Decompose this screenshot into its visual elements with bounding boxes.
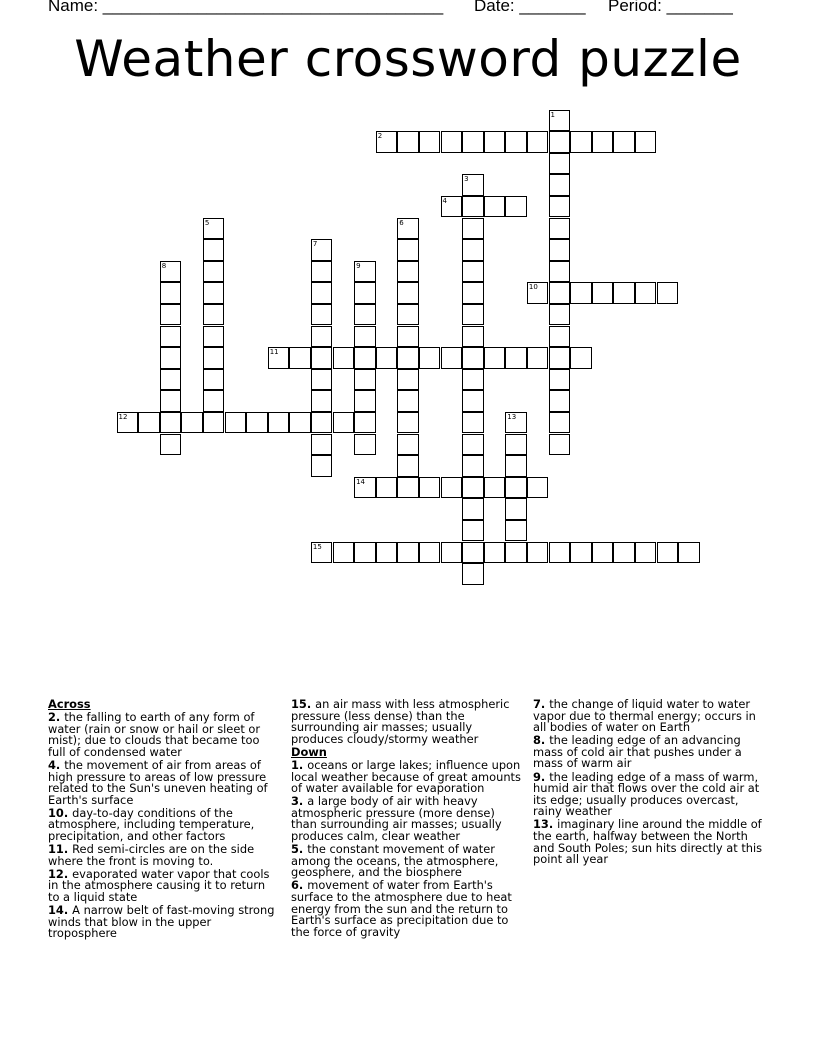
down-heading: Down	[291, 744, 327, 759]
clue-number: 14	[356, 477, 366, 486]
across-clue	[48, 712, 280, 758]
grid-cell[interactable]	[549, 412, 571, 434]
grid-cell[interactable]	[505, 131, 527, 153]
clue-number-label: 2.	[48, 710, 65, 725]
clue-text: the change of liquid water to water vapor due to thermal energy; occurs in all bodies of water on Earth	[533, 697, 756, 735]
across-clue	[291, 699, 523, 745]
grid-cell[interactable]	[160, 347, 182, 369]
grid-cell[interactable]	[397, 218, 419, 240]
clue-text: the falling to earth of any form of water (rain or snow or hail or sleet or mist); due to clouds that became too full of condensed water	[48, 710, 261, 759]
grid-cell[interactable]	[462, 304, 484, 326]
grid-cell[interactable]	[549, 282, 571, 304]
clue-text: an air mass with less atmospheric pressure (less dense) than the surrounding air masses; usually produces cloudy/stormy weather	[291, 697, 510, 746]
grid-cell[interactable]	[354, 477, 376, 499]
clue-text: a large body of air with heavy atmospheric pressure (more dense) than surrounding air masses; usually produces calm, clear weather	[291, 794, 502, 844]
grid-cell[interactable]	[462, 434, 484, 456]
grid-cell[interactable]	[354, 304, 376, 326]
grid-cell[interactable]	[311, 542, 333, 564]
grid-cell[interactable]	[376, 347, 398, 369]
grid-cell[interactable]	[549, 110, 571, 132]
grid-cell[interactable]	[505, 520, 527, 542]
grid-cell[interactable]	[635, 542, 657, 564]
grid-cell[interactable]	[289, 347, 311, 369]
clue-number-label: 3.	[291, 794, 308, 809]
down-clue	[533, 699, 765, 734]
grid-cell[interactable]	[678, 542, 700, 564]
clue-number: 6	[399, 218, 404, 227]
grid-cell[interactable]	[397, 434, 419, 456]
clue-number-label: 6.	[291, 878, 308, 893]
grid-cell[interactable]	[333, 347, 355, 369]
clue-number-label: 4.	[48, 757, 65, 772]
grid-cell[interactable]	[311, 390, 333, 412]
grid-cell[interactable]	[268, 347, 290, 369]
grid-cell[interactable]	[311, 304, 333, 326]
grid-cell[interactable]	[203, 369, 225, 391]
grid-cell[interactable]	[462, 282, 484, 304]
grid-cell[interactable]	[549, 304, 571, 326]
grid-cell[interactable]	[462, 520, 484, 542]
grid-cell[interactable]	[570, 131, 592, 153]
grid-cell[interactable]	[397, 369, 419, 391]
grid-cell[interactable]	[441, 477, 463, 499]
grid-cell[interactable]	[462, 369, 484, 391]
across-clue	[48, 844, 280, 867]
across-heading: Across	[48, 697, 91, 711]
grid-cell[interactable]	[376, 542, 398, 564]
clue-number-label: 12.	[48, 866, 73, 881]
grid-cell[interactable]	[311, 261, 333, 283]
grid-cell[interactable]	[549, 218, 571, 240]
clue-text: oceans or large lakes; influence upon local weather because of great amounts of water available for evaporation	[291, 757, 521, 796]
grid-cell[interactable]	[160, 282, 182, 304]
grid-cell[interactable]	[441, 131, 463, 153]
clue-number: 4	[442, 196, 447, 205]
period-field[interactable]: Period: _______	[608, 0, 733, 15]
grid-cell[interactable]	[527, 131, 549, 153]
grid-cell[interactable]	[419, 542, 441, 564]
grid-cell[interactable]	[397, 282, 419, 304]
grid-cell[interactable]	[462, 174, 484, 196]
grid-cell[interactable]	[462, 326, 484, 348]
clue-text: evaporated water vapor that cools in the atmosphere causing it to return to a liquid state	[48, 866, 270, 904]
across-clue	[48, 805, 280, 844]
grid-cell[interactable]	[505, 477, 527, 499]
grid-cell[interactable]	[592, 131, 614, 153]
grid-cell[interactable]	[354, 412, 376, 434]
clue-number: 5	[204, 218, 210, 227]
grid-cell[interactable]	[160, 390, 182, 412]
clue-number: 10	[528, 283, 538, 292]
grid-cell[interactable]	[592, 282, 614, 304]
grid-cell[interactable]	[505, 498, 527, 520]
grid-cell[interactable]	[570, 282, 592, 304]
down-clue	[533, 819, 765, 865]
grid-cell[interactable]	[549, 131, 571, 153]
grid-cell[interactable]	[311, 282, 333, 304]
grid-cell[interactable]	[268, 412, 290, 434]
grid-cell[interactable]	[484, 131, 506, 153]
grid-cell[interactable]	[397, 304, 419, 326]
grid-cell[interactable]	[203, 304, 225, 326]
grid-cell[interactable]	[527, 477, 549, 499]
grid-cell[interactable]	[376, 477, 398, 499]
grid-cell[interactable]	[181, 412, 203, 434]
grid-cell[interactable]	[203, 412, 225, 434]
grid-cell[interactable]	[397, 131, 419, 153]
grid-cell[interactable]	[462, 563, 484, 585]
clue-number: 7	[312, 240, 318, 249]
clue-number-label: 1.	[291, 757, 308, 772]
grid-cell[interactable]	[635, 282, 657, 304]
grid-cell[interactable]	[203, 239, 225, 261]
down-clue	[291, 844, 523, 879]
grid-cell[interactable]	[311, 369, 333, 391]
grid-cell[interactable]	[311, 347, 333, 369]
grid-cell[interactable]	[462, 390, 484, 412]
grid-cell[interactable]	[527, 347, 549, 369]
grid-cell[interactable]	[484, 347, 506, 369]
grid-cell[interactable]	[657, 282, 679, 304]
grid-cell[interactable]	[549, 369, 571, 391]
grid-cell[interactable]	[549, 174, 571, 196]
clue-number-label: 13.	[533, 817, 558, 832]
clues-column-2	[291, 699, 523, 940]
grid-cell[interactable]	[484, 542, 506, 564]
grid-cell[interactable]	[203, 282, 225, 304]
grid-cell[interactable]	[397, 261, 419, 283]
grid-cell[interactable]	[462, 412, 484, 434]
grid-cell[interactable]	[397, 542, 419, 564]
grid-cell[interactable]	[549, 434, 571, 456]
clue-number-label: 14.	[48, 903, 73, 918]
grid-cell[interactable]	[333, 542, 355, 564]
clue-number-label: 7.	[533, 697, 550, 711]
grid-cell[interactable]	[549, 542, 571, 564]
across-clue	[48, 866, 280, 904]
grid-cell[interactable]	[505, 196, 527, 218]
grid-cell[interactable]	[462, 196, 484, 218]
grid-cell[interactable]	[354, 434, 376, 456]
grid-cell[interactable]	[570, 347, 592, 369]
grid-cell[interactable]	[484, 477, 506, 499]
clues-column-1	[48, 699, 280, 941]
clue-number: 15	[312, 542, 322, 551]
down-clue	[291, 796, 523, 842]
grid-cell[interactable]	[484, 196, 506, 218]
grid-cell[interactable]	[462, 455, 484, 477]
grid-cell[interactable]	[311, 455, 333, 477]
grid-cell[interactable]	[203, 218, 225, 240]
down-clue	[291, 880, 523, 938]
grid-cell[interactable]	[203, 326, 225, 348]
grid-cell[interactable]	[657, 542, 679, 564]
grid-cell[interactable]	[376, 131, 398, 153]
clue-number-label: 15.	[291, 697, 316, 711]
grid-cell[interactable]	[397, 390, 419, 412]
grid-cell[interactable]	[527, 282, 549, 304]
grid-cell[interactable]	[397, 455, 419, 477]
grid-cell[interactable]	[505, 347, 527, 369]
clue-number: 1	[550, 110, 555, 119]
clue-text: the leading edge of an advancing mass of cold air that pushes under a mass of warm air	[533, 733, 742, 771]
grid-cell[interactable]	[462, 131, 484, 153]
grid-cell[interactable]	[462, 218, 484, 240]
grid-cell[interactable]	[311, 239, 333, 261]
grid-cell[interactable]	[419, 477, 441, 499]
clue-number-label: 10.	[48, 805, 73, 820]
grid-cell[interactable]	[160, 304, 182, 326]
grid-cell[interactable]	[246, 412, 268, 434]
clue-text: A narrow belt of fast-moving strong winds that blow in the upper troposphere	[48, 903, 275, 941]
clue-text: the movement of air from areas of high pressure to areas of low pressure related to the Sun's uneven heating of Earth's surface	[48, 757, 268, 807]
name-field[interactable]: Name: ____________________________________	[48, 0, 444, 15]
grid-cell[interactable]	[160, 369, 182, 391]
grid-cell[interactable]	[160, 326, 182, 348]
clue-number: 12	[118, 412, 128, 421]
grid-cell[interactable]	[117, 412, 139, 434]
grid-cell[interactable]	[397, 326, 419, 348]
grid-cell[interactable]	[635, 131, 657, 153]
grid-cell[interactable]	[441, 542, 463, 564]
across-clue	[48, 757, 280, 807]
grid-cell[interactable]	[138, 412, 160, 434]
grid-cell[interactable]	[505, 542, 527, 564]
clue-number: 3	[464, 175, 469, 184]
grid-cell[interactable]	[462, 542, 484, 564]
grid-cell[interactable]	[289, 412, 311, 434]
grid-cell[interactable]	[354, 282, 376, 304]
clue-number: 11	[269, 348, 279, 357]
grid-cell[interactable]	[505, 434, 527, 456]
grid-cell[interactable]	[160, 261, 182, 283]
grid-cell[interactable]	[203, 347, 225, 369]
grid-cell[interactable]	[419, 347, 441, 369]
grid-cell[interactable]	[333, 412, 355, 434]
grid-cell[interactable]	[505, 455, 527, 477]
grid-cell[interactable]	[592, 542, 614, 564]
clue-number-label: 11.	[48, 842, 73, 857]
grid-cell[interactable]	[462, 498, 484, 520]
grid-cell[interactable]	[311, 434, 333, 456]
grid-cell[interactable]	[397, 412, 419, 434]
grid-cell[interactable]	[225, 412, 247, 434]
grid-cell[interactable]	[549, 390, 571, 412]
grid-cell[interactable]	[613, 131, 635, 153]
grid-cell[interactable]	[462, 239, 484, 261]
grid-cell[interactable]	[462, 261, 484, 283]
page-title: Weather crossword puzzle	[74, 30, 742, 88]
clue-number-label: 5.	[291, 842, 308, 857]
grid-cell[interactable]	[549, 347, 571, 369]
grid-cell[interactable]	[441, 347, 463, 369]
down-clue	[291, 757, 523, 796]
grid-cell[interactable]	[354, 369, 376, 391]
grid-cell[interactable]	[397, 477, 419, 499]
grid-cell[interactable]	[441, 196, 463, 218]
clues-column-3	[533, 699, 765, 867]
grid-cell[interactable]	[203, 261, 225, 283]
clue-number-label: 9.	[533, 769, 550, 784]
clue-number-label: 8.	[533, 733, 550, 748]
grid-cell[interactable]	[549, 196, 571, 218]
grid-cell[interactable]	[311, 326, 333, 348]
grid-cell[interactable]	[354, 542, 376, 564]
down-clue	[533, 735, 765, 770]
grid-cell[interactable]	[570, 542, 592, 564]
grid-cell[interactable]	[160, 412, 182, 434]
grid-cell[interactable]	[160, 434, 182, 456]
grid-cell[interactable]	[613, 542, 635, 564]
clue-number: 9	[356, 261, 361, 270]
clue-text: Red semi-circles are on the side where the front is moving to.	[48, 842, 255, 868]
grid-cell[interactable]	[549, 326, 571, 348]
grid-cell[interactable]	[419, 131, 441, 153]
grid-cell[interactable]	[354, 347, 376, 369]
grid-cell[interactable]	[397, 239, 419, 261]
down-clue	[533, 769, 765, 819]
grid-cell[interactable]	[527, 542, 549, 564]
grid-cell[interactable]	[354, 326, 376, 348]
grid-cell[interactable]	[462, 477, 484, 499]
grid-cell[interactable]	[549, 261, 571, 283]
clue-number: 2	[377, 132, 383, 141]
grid-cell[interactable]	[505, 412, 527, 434]
grid-cell[interactable]	[613, 282, 635, 304]
clue-number: 13	[507, 412, 517, 421]
clue-text: movement of water from Earth's surface to the atmosphere due to heat energy from the sun and the return to Earth's surface as precipitation due to the force of gravity	[291, 878, 512, 939]
clue-text: day-to-day conditions of the atmosphere, including temperature, precipitation, and other factors	[48, 805, 255, 844]
grid-cell[interactable]	[549, 153, 571, 175]
grid-cell[interactable]	[397, 347, 419, 369]
grid-cell[interactable]	[203, 390, 225, 412]
grid-cell[interactable]	[462, 347, 484, 369]
grid-cell[interactable]	[311, 412, 333, 434]
grid-cell[interactable]	[549, 239, 571, 261]
grid-cell[interactable]	[354, 390, 376, 412]
grid-cell[interactable]	[354, 261, 376, 283]
clue-text: the leading edge of a mass of warm, humid air that flows over the cold air at its edge; usually produces overcast, rainy weather	[533, 769, 760, 819]
across-clue	[48, 905, 280, 940]
clue-text: imaginary line around the middle of the earth, halfway between the North and South Poles; sun hits directly at this point all year	[533, 817, 763, 867]
clue-text: the constant movement of water among the oceans, the atmosphere, geosphere, and the biosphere	[291, 842, 499, 880]
clue-number: 8	[161, 261, 167, 270]
date-field[interactable]: Date: _______	[474, 0, 586, 15]
